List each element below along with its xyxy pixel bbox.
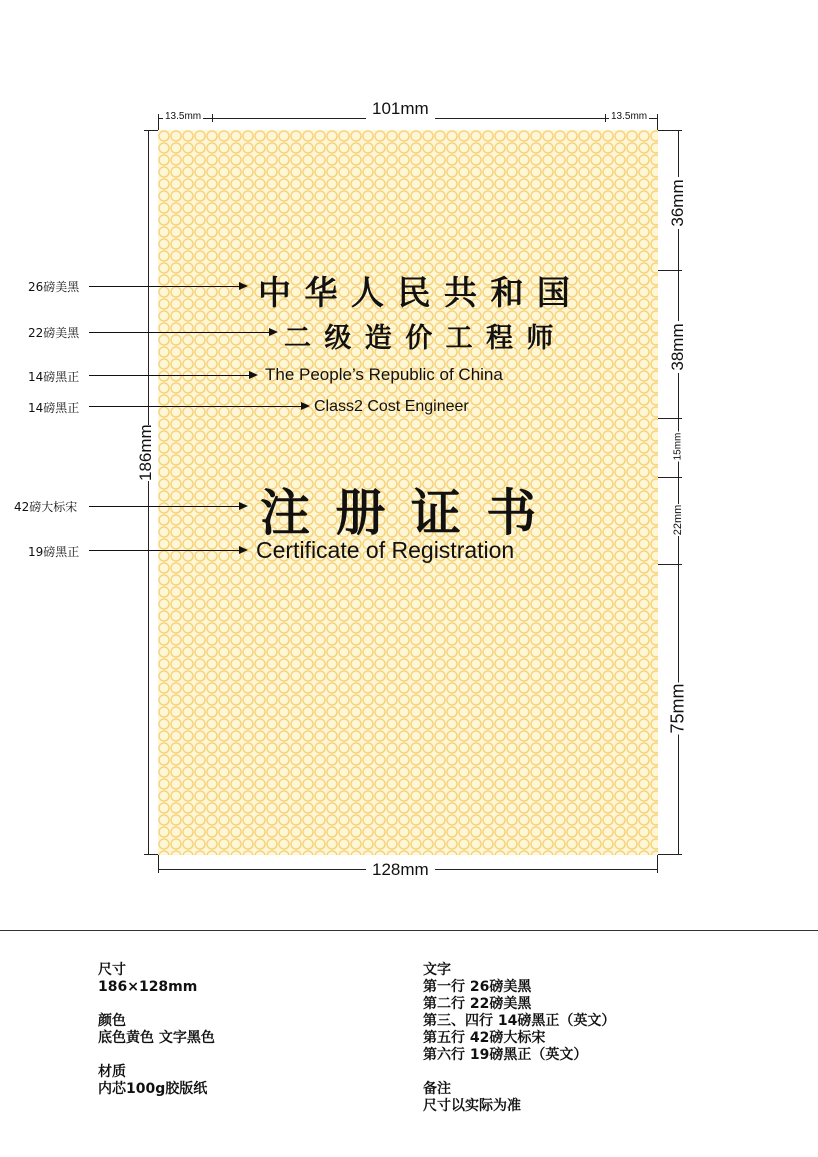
right-tick-3 <box>658 477 682 478</box>
right-tick-2 <box>658 418 682 419</box>
section-separator <box>0 930 818 931</box>
material-title: 材质 <box>98 1064 126 1080</box>
text-line-2: 第二行 22磅美黑 <box>423 996 532 1012</box>
text-line-3: 第三、四行 14磅黑正（英文） <box>423 1013 616 1029</box>
callout-label-line6: 19磅黑正 <box>28 545 80 559</box>
right-tick-4 <box>658 564 682 565</box>
left-margin-label: 13.5mm <box>165 111 202 122</box>
callout-arrowhead-line1 <box>239 282 248 290</box>
right-segment-1-label: 36mm <box>668 177 688 229</box>
left-dimension-line <box>148 130 149 855</box>
callout-label-line2: 22磅美黑 <box>28 326 80 340</box>
top-dimension-tick-mid-right <box>605 114 606 122</box>
size-title: 尺寸 <box>98 962 126 978</box>
cover-line4-english-profession: Class2 Cost Engineer <box>314 398 469 415</box>
cover-line3-english-country: The People’s Republic of China <box>265 365 503 384</box>
left-dimension-tick-top <box>144 130 158 131</box>
cover-line1-chinese-title: 中 华 人 民 共 和 国 <box>258 273 571 312</box>
right-segment-4-label: 22mm <box>672 504 684 536</box>
callout-arrow-line4 <box>89 406 301 407</box>
specs-right-column <box>423 962 615 1115</box>
bottom-dimension-tick-right <box>657 855 658 873</box>
callout-arrowhead-line5 <box>239 502 248 510</box>
text-line-4: 第五行 42磅大标宋 <box>423 1030 546 1046</box>
callout-arrow-line1 <box>89 286 239 287</box>
color-value: 底色黄色 文字黑色 <box>98 1030 215 1046</box>
height-label: 186mm <box>136 424 155 481</box>
size-value: 186×128mm <box>98 979 198 995</box>
top-dimension-tick-right <box>657 114 658 130</box>
specs-left-column <box>98 962 215 1098</box>
color-title: 颜色 <box>98 1013 126 1029</box>
bottom-width-label: 128mm <box>366 860 435 880</box>
top-dimension-tick-mid-left <box>212 114 213 122</box>
cover-line5-certificate-title: 注 册 证 书 <box>260 483 541 542</box>
right-segment-5-label: 75mm <box>667 683 688 734</box>
material-value: 内芯100g胶版纸 <box>98 1081 208 1097</box>
cover-line2-chinese-profession: 二 级 造 价 工 程 师 <box>284 323 556 354</box>
callout-arrow-line5 <box>89 506 239 507</box>
callout-label-line5: 42磅大标宋 <box>14 500 78 514</box>
cover-line6-english-certificate: Certificate of Registration <box>256 537 515 563</box>
right-tick-1 <box>658 270 682 271</box>
text-line-1: 第一行 26磅美黑 <box>423 979 532 995</box>
callout-label-line1: 26磅美黑 <box>28 280 80 294</box>
bottom-dimension-tick-left <box>158 855 159 873</box>
text-title: 文字 <box>423 962 451 978</box>
right-dimension-line <box>678 130 679 855</box>
right-tick-5 <box>658 854 682 855</box>
right-margin-label: 13.5mm <box>611 111 648 122</box>
top-width-label: 101mm <box>366 99 435 119</box>
callout-arrowhead-line2 <box>269 328 278 336</box>
callout-arrow-line6 <box>89 550 239 551</box>
callout-arrowhead-line6 <box>239 546 248 554</box>
right-segment-2-label: 38mm <box>668 321 688 373</box>
top-dimension-tick-left <box>158 114 159 130</box>
callout-label-line3: 14磅黑正 <box>28 370 80 384</box>
left-dimension-tick-bottom <box>144 854 158 855</box>
text-line-5: 第六行 19磅黑正（英文） <box>423 1047 588 1063</box>
callout-arrowhead-line4 <box>301 402 310 410</box>
right-tick-0 <box>658 130 682 131</box>
note-title: 备注 <box>423 1081 451 1097</box>
note-value: 尺寸以实际为准 <box>423 1098 521 1114</box>
right-segment-3-label: 15mm <box>672 432 684 461</box>
callout-label-line4: 14磅黑正 <box>28 401 80 415</box>
callout-arrow-line2 <box>89 332 269 333</box>
callout-arrow-line3 <box>89 375 249 376</box>
callout-arrowhead-line3 <box>249 371 258 379</box>
